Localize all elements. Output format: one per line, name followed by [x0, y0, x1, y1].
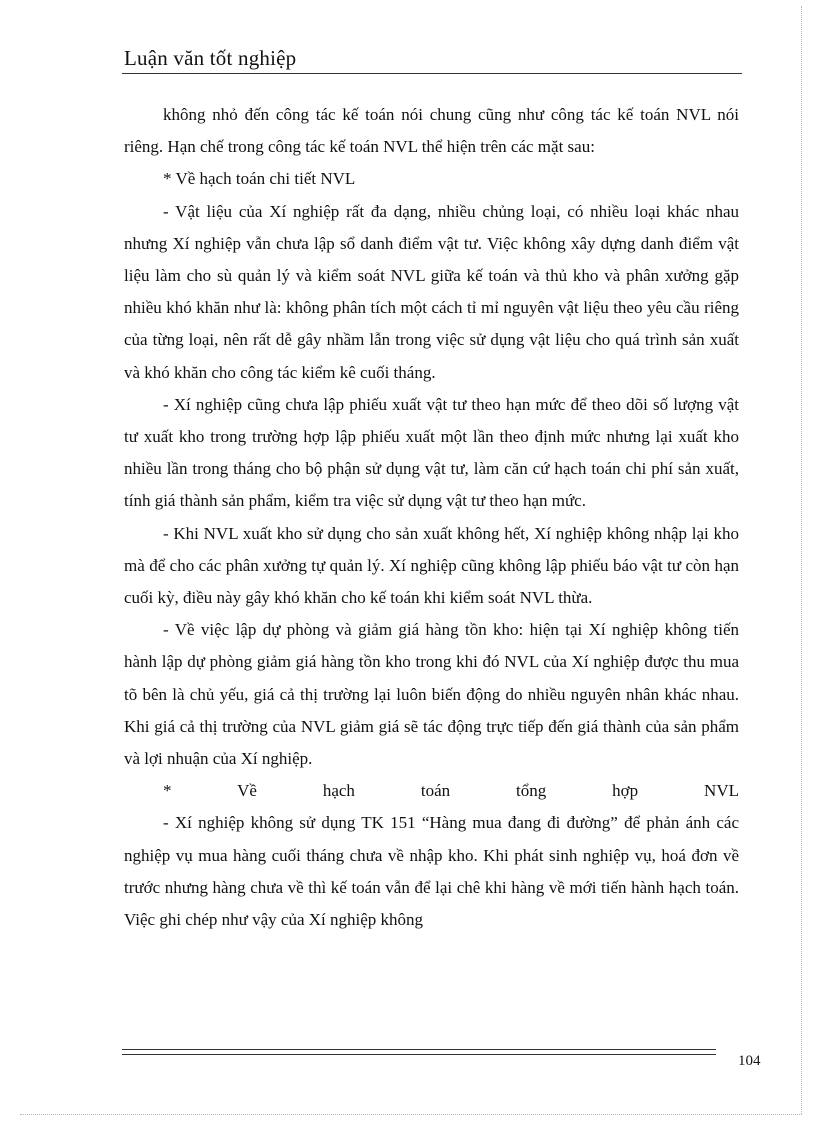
paragraph-continuation: không nhỏ đến công tác kế toán nói chung cũng như công tác kế toán NVL nói riêng. Hạn chế trong công tác kế toán NVL thể hiện trên các mặt sau:: [124, 105, 739, 157]
paragraph-leftover-materials: - Khi NVL xuất kho sử dụng cho sản xuất không hết, Xí nghiệp không nhập lại kho mà để cho các phân xưởng tự quản lý. Xí nghiệp cũng không lập phiếu báo vật tư còn hạn cuối kỳ, điều này gây khó khăn cho kế toán khi kiểm soát NVL thừa.: [124, 523, 739, 608]
page-number: 104: [738, 1053, 761, 1069]
paragraph-issue-slip: - Xí nghiệp cũng chưa lập phiếu xuất vật tư theo hạn mức để theo dõi số lượng vật tư xuất kho trong trường hợp lập phiếu xuất một lần theo định mức nhưng lại xuất kho nhiều lần trong tháng cho bộ phận sử dụng vật tư, làm căn cứ hạch toán chi phí sản xuất, tính giá thành sản phẩm, kiểm tra việc sử dụng vật tư theo hạn mức.: [124, 394, 739, 511]
header-rule: [122, 73, 742, 74]
page-border-bottom: [20, 1114, 802, 1115]
section-heading-general-accounting: * Về hạch toán tổng hợp NVL: [163, 781, 739, 801]
paragraph-account-151: - Xí nghiệp không sử dụng TK 151 “Hàng mua đang đi đường” để phản ánh các nghiệp vụ mua hàng cuối tháng chưa về nhập kho. Khi phát sinh nghiệp vụ, hoá đơn về trước nhưng hàng chưa về thì kế toán vẫn để lại chê khi hàng về mới tiến hành hạch toán. Việc ghi chép như vậy của Xí nghiệp không: [124, 813, 739, 930]
document-body: [124, 99, 739, 936]
page-border-right: [801, 6, 802, 1114]
paragraph-material-catalog: - Vật liệu của Xí nghiệp rất đa dạng, nhiều chủng loại, có nhiều loại khác nhau nhưng Xí nghiệp vẫn chưa lập sổ danh điểm vật tư. Việc không xây dựng danh điểm vật liệu làm cho sù quản lý và kiểm soát NVL giữa kế toán và thủ kho và phân xưởng gặp nhiều khó khăn như là: không phân tích một cách tỉ mỉ nguyên vật liệu theo yêu cầu riêng của từng loại, nên rất dễ gây nhầm lẫn trong việc sử dụng vật liệu cho quá trình sản xuất và khó khăn cho công tác kiểm kê cuối tháng.: [124, 201, 739, 382]
page-header-title: Luận văn tốt nghiệp: [124, 46, 297, 70]
footer-double-rule: [122, 1049, 716, 1055]
paragraph-inventory-provision: - Về việc lập dự phòng và giảm giá hàng tồn kho: hiện tại Xí nghiệp không tiến hành lập dự phòng giảm giá hàng tồn kho trong khi đó NVL của Xí nghiệp được thu mua tõ bên là chủ yếu, giá cả thị trường lại luôn biến động do nhiều nguyên nhân khác nhau. Khi giá cả thị trường của NVL giảm giá sẽ tác động trực tiếp đến giá thành của sản phẩm và lợi nhuận của Xí nghiệp.: [124, 620, 739, 769]
section-heading-detail-accounting: * Về hạch toán chi tiết NVL: [163, 169, 356, 189]
